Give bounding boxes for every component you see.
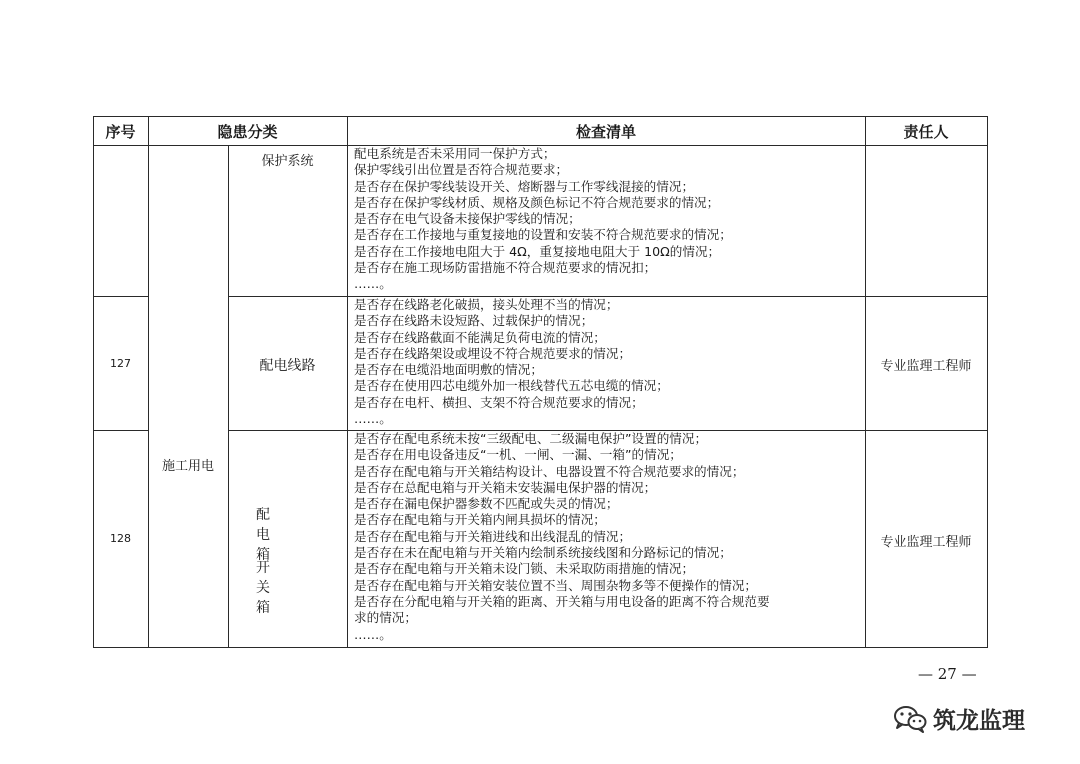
col-divider <box>865 116 866 648</box>
list-item: 是否存在电气设备未接保护零线的情况； <box>354 211 581 227</box>
header-seq: 序号 <box>105 123 136 141</box>
list-item: ……。 <box>354 276 392 292</box>
checklist-boxes <box>354 431 770 643</box>
subcategory-switch-box: 开关箱 <box>256 560 275 616</box>
list-item: 是否存在配电箱与开关箱内闸具损坏的情况； <box>354 512 606 528</box>
header-category: 隐患分类 <box>217 123 278 141</box>
list-item: 是否存在保护零线材质、规格及颜色标记不符合规范要求的情况； <box>354 194 720 210</box>
list-item: 是否存在线路截面不能满足负荷电流的情况； <box>354 329 606 345</box>
list-item: 是否存在漏电保护器参数不匹配或失灵的情况； <box>354 496 619 512</box>
list-item: ……。 <box>354 411 392 427</box>
responsible-128: 专业监理工程师 <box>880 535 972 550</box>
col-divider <box>347 116 348 648</box>
list-item: 是否存在总配电箱与开关箱未安装漏电保护器的情况； <box>354 479 657 495</box>
watermark <box>893 702 1025 735</box>
list-item: 是否存在未在配电箱与开关箱内绘制系统接线图和分路标记的情况； <box>354 545 732 561</box>
list-item: 是否存在电杆、横担、支架不符合规范要求的情况； <box>354 394 644 410</box>
list-item: 是否存在工作接地电阻大于 4Ω，重复接地电阻大于 10Ω的情况； <box>354 243 721 259</box>
col-divider <box>148 116 149 648</box>
list-item: ……。 <box>354 626 392 642</box>
list-item: 是否存在配电系统未按“三级配电、二级漏电保护”设置的情况； <box>354 431 708 446</box>
main-category: 施工用电 <box>161 459 214 474</box>
list-item: 是否存在施工现场防雷措施不符合规范要求的情况扣； <box>354 260 657 276</box>
list-item: 是否存在线路老化破损，接头处理不当的情况； <box>354 297 619 312</box>
row-divider <box>93 296 148 297</box>
list-item: 是否存在使用四芯电缆外加一根线替代五芯电缆的情况； <box>354 378 669 394</box>
watermark-text: 筑龙监理 <box>933 708 1025 734</box>
list-item: 是否存在线路架设或埋设不符合规范要求的情况； <box>354 345 632 361</box>
list-item: 是否存在配电箱与开关箱安装位置不当、周围杂物多等不便操作的情况； <box>354 577 757 593</box>
checklist-protection <box>354 146 732 293</box>
wechat-icon <box>893 705 927 733</box>
header-responsible: 责任人 <box>903 123 949 141</box>
list-item: 是否存在线路未设短路、过载保护的情况； <box>354 313 594 329</box>
list-item: 保护零线引出位置是否符合规范要求； <box>354 162 569 178</box>
table-border-left <box>93 116 94 648</box>
row-number-128: 128 <box>110 532 131 545</box>
subcategory-wiring: 配电线路 <box>259 358 316 374</box>
list-item: 是否存在用电设备违反“一机、一闸、一漏、一箱”的情况； <box>354 447 682 463</box>
page-number: — 27 — <box>918 665 977 683</box>
table-border-top <box>93 116 988 117</box>
responsible-127: 专业监理工程师 <box>880 359 972 374</box>
list-item: 是否存在配电箱与开关箱结构设计、电器设置不符合规范要求的情况； <box>354 463 745 479</box>
list-item: 是否存在工作接地与重复接地的设置和安装不符合规范要求的情况； <box>354 227 732 243</box>
list-item: 是否存在保护零线装设开关、熔断器与工作零线混接的情况； <box>354 178 695 194</box>
row-divider <box>93 430 148 431</box>
row-number-127: 127 <box>110 357 131 370</box>
list-item: 是否存在配电箱与开关箱进线和出线混乱的情况； <box>354 528 632 544</box>
table-border-right <box>987 116 988 648</box>
checklist-wiring <box>354 297 669 427</box>
subcategory-protection: 保护系统 <box>261 154 314 169</box>
list-item: 是否存在配电箱与开关箱未设门锁、未采取防雨措施的情况； <box>354 561 695 577</box>
list-item: 配电系统是否未采用同一保护方式； <box>354 146 556 161</box>
subcategory-distribution-box: 配电箱 <box>256 507 275 563</box>
header-checklist: 检查清单 <box>575 123 636 141</box>
list-item: 求的情况； <box>354 610 417 626</box>
col-divider <box>228 145 229 648</box>
list-item: 是否存在分配电箱与开关箱的距离、开关箱与用电设备的距离不符合规范要 <box>354 593 770 609</box>
list-item: 是否存在电缆沿地面明敷的情况； <box>354 362 543 378</box>
